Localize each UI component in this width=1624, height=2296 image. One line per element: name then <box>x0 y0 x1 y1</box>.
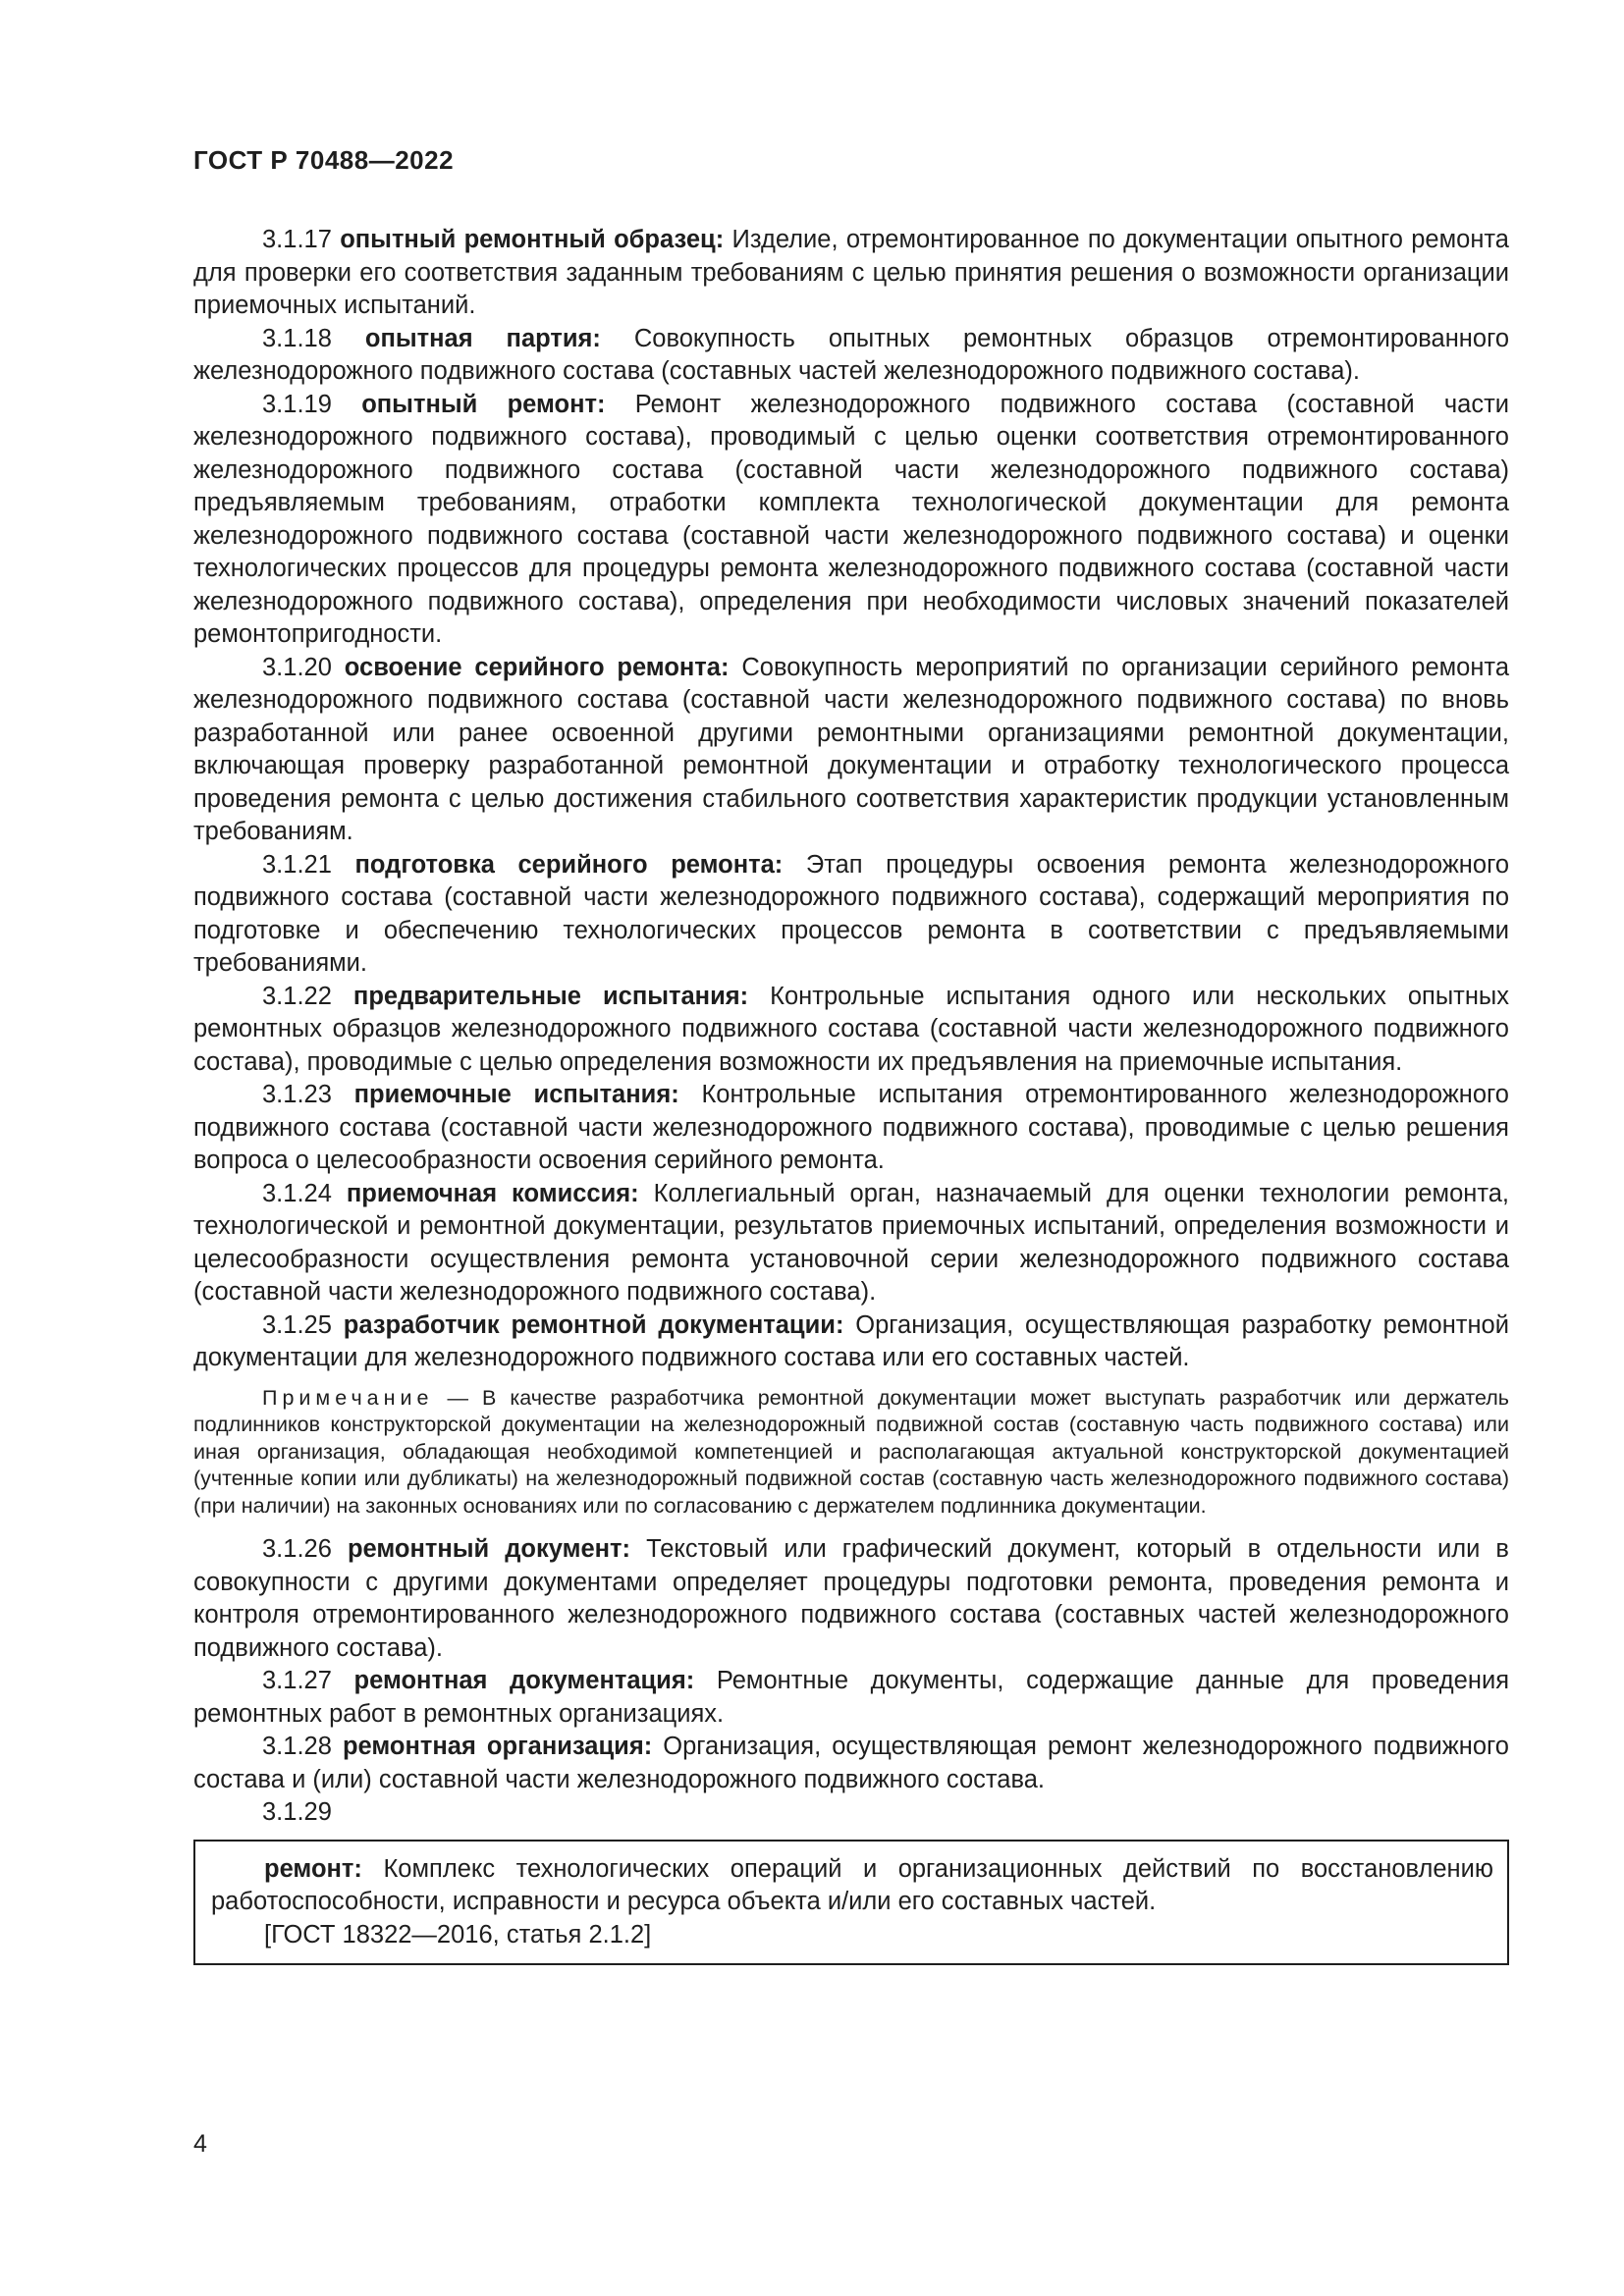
term-name: ремонтная организация: <box>342 1733 653 1760</box>
term-3-1-18 <box>193 323 1509 389</box>
term-number: 3.1.19 <box>262 390 332 418</box>
term-definition: Этап процедуры освоения ремонта железнодорожного подвижного состава (составной части железнодорожного подвижного состава), содержащий мероприятия по подготовке и обеспечению технологических процессов ремонта в соответствии с предъявляемыми требованиями. <box>193 850 1509 977</box>
term-number: 3.1.20 <box>262 653 332 681</box>
term-number: 3.1.28 <box>262 1733 332 1760</box>
term-definition: Текстовый или графический документ, который в отдельности или в совокупности с другими документами определяет процедуры подготовки ремонта, проведения ремонта и контроля отремонтированного железнодорожного подвижного состава (составных частей железнодорожного подвижного состава). <box>193 1535 1509 1662</box>
term-definition: Контрольные испытания одного или нескольких опытных ремонтных образцов железнодорожного подвижного состава (составной части железнодорожного подвижного состава), проводимые с целью определения возможности их предъявления на приемочные испытания. <box>193 982 1509 1076</box>
term-number-3-1-29: 3.1.29 <box>262 1798 332 1826</box>
term-name: ремонтная документация: <box>353 1667 695 1694</box>
term-definition: Совокупность опытных ремонтных образцов отремонтированного железнодорожного подвижного состава (составных частей железнодорожного подвижного состава). <box>193 324 1509 385</box>
term-number: 3.1.22 <box>262 982 332 1010</box>
term-number: 3.1.21 <box>262 850 332 879</box>
term-3-1-26 <box>193 1533 1509 1665</box>
term-name: подготовка серийного ремонта: <box>354 850 784 879</box>
term-3-1-25 <box>193 1309 1509 1375</box>
term-definition: Совокупность мероприятий по организации серийного ремонта железнодорожного подвижного состава (составной части железнодорожного подвижного состава) по вновь разработанной или ранее освоенной другими ремонтными организациями ремонтной документации, включающая проверку разработанной ремонтной документации и отработку технологического процесса проведения ремонта с целью достижения стабильного соответствия характеристик продукции установленным требованиям. <box>193 653 1510 845</box>
page-number: 4 <box>193 2130 207 2158</box>
term-definition: Контрольные испытания отремонтированного железнодорожного подвижного состава (составной части железнодорожного подвижного состава), проводимые с целью решения вопроса о целесообразности освоения серийного ремонта. <box>193 1081 1509 1174</box>
term-name: опытный ремонт: <box>361 390 606 418</box>
document-header: ГОСТ Р 70488—2022 <box>193 145 455 175</box>
term-definition: Организация, осуществляющая ремонт железнодорожного подвижного состава и (или) составной части железнодорожного подвижного состава. <box>193 1733 1509 1793</box>
quoted-term-box <box>193 1840 1509 1966</box>
term-3-1-24 <box>193 1178 1509 1309</box>
term-source-reference: [ГОСТ 18322—2016, статья 2.1.2] <box>264 1920 652 1949</box>
term-number: 3.1.26 <box>262 1535 332 1563</box>
term-name: опытная партия: <box>364 324 601 352</box>
term-name: приемочная комиссия: <box>346 1179 639 1207</box>
note <box>193 1385 1509 1521</box>
term-name: ремонтный документ: <box>347 1535 631 1563</box>
term-3-1-20 <box>193 652 1509 849</box>
term-3-1-23 <box>193 1079 1509 1178</box>
term-3-1-28 <box>193 1731 1509 1796</box>
term-3-1-22 <box>193 981 1509 1080</box>
term-definition: Изделие, отремонтированное по документации опытного ремонта для проверки его соответствия заданным требованиям с целью принятия решения о возможности организации приемочных испытаний. <box>193 226 1509 319</box>
term-3-1-17 <box>193 224 1509 323</box>
term-number: 3.1.24 <box>262 1179 332 1207</box>
term-number: 3.1.25 <box>262 1310 332 1339</box>
quoted-term <box>211 1853 1493 1919</box>
note-label: Примечание <box>262 1385 434 1410</box>
term-name: ремонт: <box>264 1854 362 1883</box>
term-name: разработчик ремонтной документации: <box>343 1310 844 1339</box>
term-3-1-19 <box>193 389 1509 652</box>
term-name: приемочные испытания: <box>353 1081 679 1108</box>
term-name: освоение серийного ремонта: <box>344 653 730 681</box>
term-definition: Ремонтные документы, содержащие данные для проведения ремонтных работ в ремонтных организациях. <box>193 1667 1510 1728</box>
term-definition: Коллегиальный орган, назначаемый для оценки технологии ремонта, технологической и ремонтной документации, результатов приемочных испытаний, определения возможности и целесообразности осуществления ремонта установочной серии железнодорожного подвижного состава (составной части железнодорожного подвижного состава). <box>193 1179 1509 1306</box>
term-definition: Ремонт железнодорожного подвижного состава (составной части железнодорожного подвижного состава), проводимый с целью оценки соответствия отремонтированного железнодорожного подвижного состава (составной части железнодорожного подвижного состава) предъявляемым требованиям, отработки комплекта технологической документации для ремонта железнодорожного подвижного состава (составной части железнодорожного подвижного состава) и оценки технологических процессов для процедуры ремонта железнодорожного подвижного состава (составной части железнодорожного подвижного состава), определения при необходимости числовых значений показателей ремонтопригодности. <box>193 390 1510 648</box>
term-definition: Комплекс технологических операций и организационных действий по восстановлению работоспособности, исправности и ресурса объекта и/или его составных частей. <box>211 1854 1493 1915</box>
term-3-1-21 <box>193 849 1509 981</box>
note-text: — В качестве разработчика ремонтной документации может выступать разработчик или держатель подлинников конструкторской документации на железнодорожный подвижной состав (составную часть подвижного состава) или иная организация, обладающая необходимой компетенцией и располагающая актуальной конструкторской документацией (учтенные копии или дубликаты) на железнодорожный подвижной состав (составную часть железнодорожного подвижного состава) (при наличии) на законных основаниях или по согласованию с держателем подлинника документации. <box>193 1385 1509 1518</box>
term-number: 3.1.23 <box>262 1081 332 1108</box>
term-number: 3.1.18 <box>262 324 332 352</box>
document-body <box>193 224 1509 1965</box>
term-name: предварительные испытания: <box>352 982 749 1010</box>
term-3-1-27 <box>193 1665 1509 1731</box>
term-definition: Организация, осуществляющая разработку ремонтной документации для железнодорожного подвижного состава или его составных частей. <box>193 1310 1509 1371</box>
term-number: 3.1.27 <box>262 1667 332 1694</box>
term-number: 3.1.17 <box>262 226 332 253</box>
term-name: опытный ремонтный образец: <box>340 226 725 253</box>
